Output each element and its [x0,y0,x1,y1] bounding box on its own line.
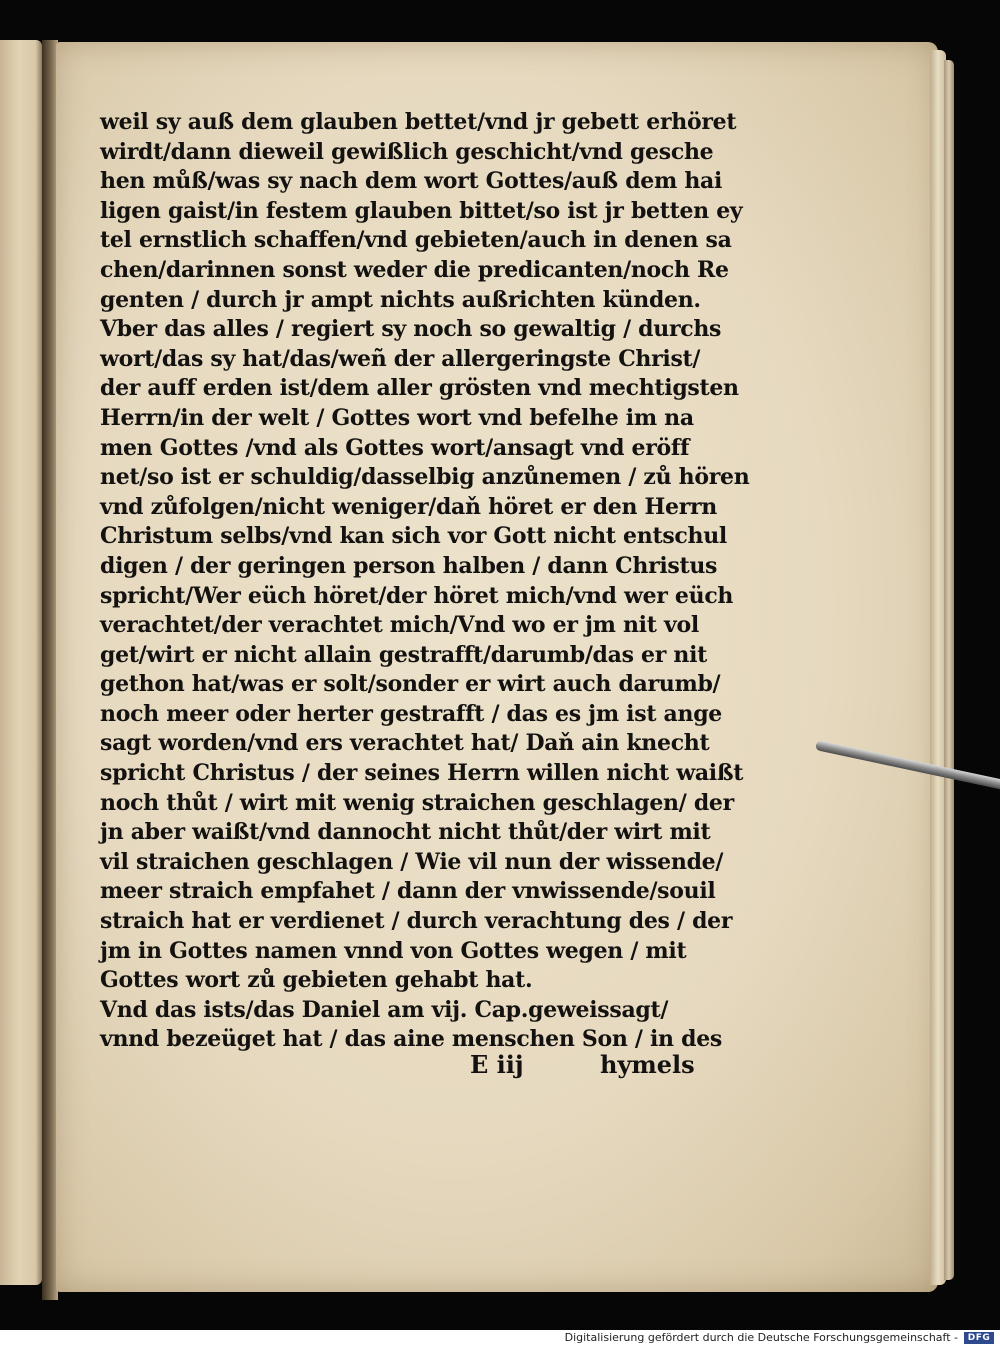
catchword: hymels [600,1050,695,1079]
text-line: Vnd das ists/das Daniel am vij. Cap.geweissagt/ [100,996,669,1023]
text-line: spricht Christus / der seines Herrn willen nicht waißt [100,760,744,787]
text-line: tel ernstlich schaffen/vnd gebieten/auch in denen sa [100,227,732,254]
text-line: wirdt/dann dieweil gewißlich geschicht/vnd gesche [100,138,714,165]
dfg-logo: DFG [964,1332,994,1344]
text-line: meer straich empfahet / dann der vnwissende/souil [100,878,716,905]
text-line: straich hat er verdienet / durch verachtung des / der [100,908,733,935]
text-line: sagt worden/vnd ers verachtet hat/ Daň ain knecht [100,730,710,757]
text-line: Christum selbs/vnd kan sich vor Gott nicht entschul [100,523,727,550]
text-line: verachtet/der verachtet mich/Vnd wo er jm nit vol [100,612,699,639]
text-line: chen/darinnen sonst weder die predicanten/noch Re [100,256,729,283]
text-line: gethon hat/was er solt/sonder er wirt auch darumb/ [100,671,721,698]
text-line: noch meer oder herter gestrafft / das es jm ist ange [100,700,722,727]
text-line: Gottes wort zů gebieten gehabt hat. [100,967,533,994]
text-line: jn aber waißt/vnd dannocht nicht thůt/der wirt mit [100,819,711,846]
left-page-edge [0,40,42,1285]
text-line: Herrn/in der welt / Gottes wort vnd befelhe im na [100,404,694,431]
footer-bar [0,1330,1000,1346]
page-stack-edge-outer [944,60,954,1280]
text-line: hen můß/was sy nach dem wort Gottes/auß dem hai [100,168,723,195]
text-line: vnd zůfolgen/nicht weniger/daň höret er den Herrn [100,493,717,520]
text-line: vil straichen geschlagen / Wie vil nun der wissende/ [100,848,724,875]
text-line: jm in Gottes namen vnnd von Gottes wegen / mit [100,937,687,964]
text-line: ligen gaist/in festem glauben bittet/so ist jr betten ey [100,197,743,224]
signature-mark: E iij [470,1050,524,1079]
text-line: spricht/Wer eüch höret/der höret mich/vnd wer eüch [100,582,734,609]
text-line: weil sy auß dem glauben bettet/vnd jr gebett erhöret [100,109,737,135]
text-line: get/wirt er nicht allain gestrafft/darumb/das er nit [100,641,707,668]
text-line: men Gottes /vnd als Gottes wort/ansagt vnd eröff [100,434,690,461]
text-line: net/so ist er schuldig/dasselbig anzůnemen / zů hören [100,464,750,491]
text-line: noch thůt / wirt mit wenig straichen geschlagen/ der [100,789,734,816]
text-line: der auff erden ist/dem aller grösten vnd mechtigsten [100,375,739,402]
text-line: genten / durch jr ampt nichts außrichten künden. [100,286,701,313]
text-line: wort/das sy hat/das/weñ der allergeringste Christ/ [100,345,701,372]
page-text [100,108,750,1055]
text-line: vnnd bezeüget hat / das aine menschen Son / in des [100,1026,722,1053]
text-line: Vber das alles / regiert sy noch so gewaltig / durchs [100,316,722,343]
text-line: digen / der geringen person halben / dann Christus [100,552,718,579]
funding-credit: Digitalisierung gefördert durch die Deutsche Forschungsgemeinschaft - [564,1331,958,1344]
